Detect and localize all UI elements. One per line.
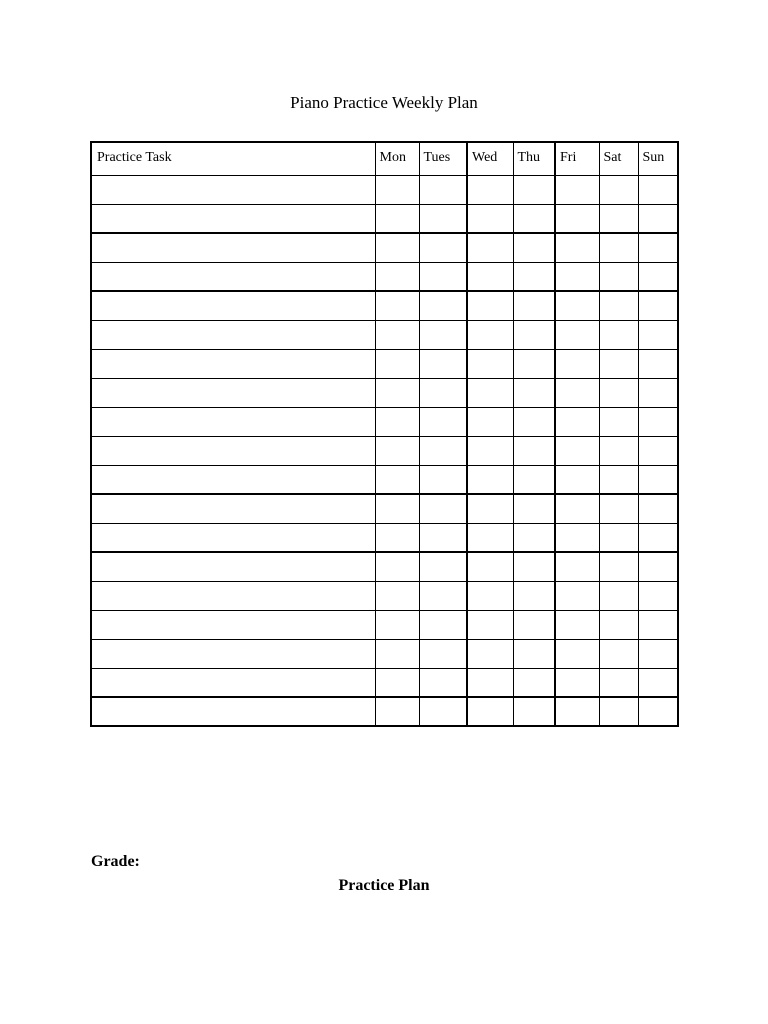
day-cell[interactable] [375, 581, 419, 610]
task-cell[interactable] [91, 523, 375, 552]
task-cell[interactable] [91, 320, 375, 349]
task-cell[interactable] [91, 610, 375, 639]
day-cell[interactable] [467, 523, 513, 552]
day-cell[interactable] [375, 668, 419, 697]
task-cell[interactable] [91, 668, 375, 697]
day-cell[interactable] [599, 581, 638, 610]
task-cell[interactable] [91, 581, 375, 610]
day-cell[interactable] [513, 668, 555, 697]
day-cell[interactable] [599, 407, 638, 436]
day-cell[interactable] [555, 175, 599, 204]
day-header-sun: Sun [638, 142, 678, 175]
day-cell[interactable] [638, 204, 678, 233]
task-cell[interactable] [91, 262, 375, 291]
day-cell[interactable] [467, 262, 513, 291]
table-row [91, 523, 678, 552]
table-row [91, 175, 678, 204]
day-cell[interactable] [555, 320, 599, 349]
day-cell[interactable] [513, 378, 555, 407]
day-cell[interactable] [513, 436, 555, 465]
day-cell[interactable] [555, 494, 599, 523]
day-cell[interactable] [638, 262, 678, 291]
day-cell[interactable] [638, 523, 678, 552]
day-cell[interactable] [467, 494, 513, 523]
day-cell[interactable] [375, 552, 419, 581]
day-cell[interactable] [513, 494, 555, 523]
day-cell[interactable] [467, 378, 513, 407]
day-cell[interactable] [599, 378, 638, 407]
day-cell[interactable] [419, 175, 467, 204]
day-cell[interactable] [375, 320, 419, 349]
day-cell[interactable] [375, 610, 419, 639]
day-cell[interactable] [513, 233, 555, 262]
day-cell[interactable] [599, 262, 638, 291]
day-cell[interactable] [555, 523, 599, 552]
day-cell[interactable] [599, 639, 638, 668]
day-cell[interactable] [555, 668, 599, 697]
day-cell[interactable] [419, 349, 467, 378]
day-cell[interactable] [419, 639, 467, 668]
day-cell[interactable] [638, 668, 678, 697]
task-cell[interactable] [91, 378, 375, 407]
day-cell[interactable] [419, 262, 467, 291]
task-cell[interactable] [91, 639, 375, 668]
day-cell[interactable] [599, 523, 638, 552]
day-cell[interactable] [419, 668, 467, 697]
day-cell[interactable] [555, 407, 599, 436]
task-cell[interactable] [91, 175, 375, 204]
table-body [91, 175, 678, 726]
day-cell[interactable] [419, 233, 467, 262]
day-header-thu: Thu [513, 142, 555, 175]
footer-title: Practice Plan [338, 877, 430, 894]
day-cell[interactable] [419, 407, 467, 436]
table-row [91, 668, 678, 697]
day-cell[interactable] [467, 436, 513, 465]
day-cell[interactable] [513, 610, 555, 639]
day-cell[interactable] [599, 552, 638, 581]
table-row [91, 581, 678, 610]
day-cell[interactable] [638, 610, 678, 639]
day-cell[interactable] [638, 697, 678, 726]
task-cell[interactable] [91, 233, 375, 262]
table-row [91, 262, 678, 291]
table-row [91, 233, 678, 262]
day-cell[interactable] [555, 262, 599, 291]
grade-label: Grade: [91, 853, 140, 870]
day-cell[interactable] [513, 349, 555, 378]
task-cell[interactable] [91, 204, 375, 233]
day-cell[interactable] [513, 523, 555, 552]
day-cell[interactable] [419, 320, 467, 349]
table-row [91, 639, 678, 668]
day-cell[interactable] [599, 349, 638, 378]
table-row [91, 291, 678, 320]
day-header-wed: Wed [467, 142, 513, 175]
day-cell[interactable] [638, 436, 678, 465]
task-cell[interactable] [91, 407, 375, 436]
day-cell[interactable] [419, 494, 467, 523]
day-cell[interactable] [599, 697, 638, 726]
practice-plan-table [90, 141, 679, 727]
day-cell[interactable] [599, 436, 638, 465]
day-cell[interactable] [513, 581, 555, 610]
day-cell[interactable] [513, 320, 555, 349]
day-cell[interactable] [419, 204, 467, 233]
task-cell[interactable] [91, 697, 375, 726]
day-cell[interactable] [467, 581, 513, 610]
task-cell[interactable] [91, 436, 375, 465]
day-cell[interactable] [638, 233, 678, 262]
day-cell[interactable] [513, 407, 555, 436]
day-cell[interactable] [555, 581, 599, 610]
day-cell[interactable] [638, 320, 678, 349]
day-header-fri: Fri [555, 142, 599, 175]
day-cell[interactable] [513, 291, 555, 320]
day-cell[interactable] [555, 204, 599, 233]
day-cell[interactable] [599, 668, 638, 697]
table-row [91, 407, 678, 436]
table-row [91, 552, 678, 581]
table-row [91, 494, 678, 523]
day-header-mon: Mon [375, 142, 419, 175]
day-cell[interactable] [467, 320, 513, 349]
day-cell[interactable] [375, 697, 419, 726]
table-row [91, 378, 678, 407]
day-cell[interactable] [375, 465, 419, 494]
day-cell[interactable] [555, 436, 599, 465]
table-row [91, 349, 678, 378]
day-cell[interactable] [467, 552, 513, 581]
document-title: Piano Practice Weekly Plan [290, 93, 478, 112]
day-cell[interactable] [513, 465, 555, 494]
day-header-sat: Sat [599, 142, 638, 175]
day-cell[interactable] [555, 378, 599, 407]
day-cell[interactable] [555, 291, 599, 320]
day-cell[interactable] [599, 610, 638, 639]
day-cell[interactable] [555, 465, 599, 494]
day-cell[interactable] [513, 262, 555, 291]
task-cell[interactable] [91, 552, 375, 581]
day-cell[interactable] [467, 610, 513, 639]
day-cell[interactable] [375, 523, 419, 552]
day-cell[interactable] [638, 407, 678, 436]
day-cell[interactable] [419, 523, 467, 552]
table-row [91, 465, 678, 494]
day-cell[interactable] [513, 175, 555, 204]
day-cell[interactable] [375, 436, 419, 465]
day-cell[interactable] [467, 407, 513, 436]
day-cell[interactable] [467, 639, 513, 668]
day-cell[interactable] [467, 291, 513, 320]
day-cell[interactable] [555, 233, 599, 262]
day-cell[interactable] [555, 349, 599, 378]
day-header-tues: Tues [419, 142, 467, 175]
day-cell[interactable] [375, 262, 419, 291]
table-header-row [91, 142, 678, 175]
day-cell[interactable] [599, 175, 638, 204]
day-cell[interactable] [467, 175, 513, 204]
task-column-header: Practice Task [91, 142, 375, 175]
day-cell[interactable] [513, 552, 555, 581]
day-cell[interactable] [638, 378, 678, 407]
day-cell[interactable] [419, 581, 467, 610]
day-cell[interactable] [375, 291, 419, 320]
day-cell[interactable] [599, 291, 638, 320]
day-cell[interactable] [375, 349, 419, 378]
day-cell[interactable] [555, 697, 599, 726]
day-cell[interactable] [375, 494, 419, 523]
table-row [91, 204, 678, 233]
table-row [91, 320, 678, 349]
day-cell[interactable] [638, 639, 678, 668]
day-cell[interactable] [638, 581, 678, 610]
day-cell[interactable] [513, 697, 555, 726]
day-cell[interactable] [638, 349, 678, 378]
day-cell[interactable] [419, 436, 467, 465]
day-cell[interactable] [467, 697, 513, 726]
table-row [91, 610, 678, 639]
day-cell[interactable] [375, 407, 419, 436]
day-cell[interactable] [375, 233, 419, 262]
day-cell[interactable] [467, 668, 513, 697]
day-cell[interactable] [375, 204, 419, 233]
day-cell[interactable] [467, 204, 513, 233]
day-cell[interactable] [375, 639, 419, 668]
day-cell[interactable] [513, 204, 555, 233]
day-cell[interactable] [555, 610, 599, 639]
table-row [91, 436, 678, 465]
day-cell[interactable] [599, 320, 638, 349]
day-cell[interactable] [419, 697, 467, 726]
day-cell[interactable] [375, 378, 419, 407]
day-cell[interactable] [419, 465, 467, 494]
day-cell[interactable] [638, 465, 678, 494]
day-cell[interactable] [467, 233, 513, 262]
day-cell[interactable] [375, 175, 419, 204]
day-cell[interactable] [419, 291, 467, 320]
day-cell[interactable] [638, 291, 678, 320]
day-cell[interactable] [555, 639, 599, 668]
day-cell[interactable] [419, 378, 467, 407]
day-cell[interactable] [419, 610, 467, 639]
day-cell[interactable] [513, 639, 555, 668]
table-row [91, 697, 678, 726]
day-cell[interactable] [638, 175, 678, 204]
day-cell[interactable] [638, 552, 678, 581]
task-cell[interactable] [91, 349, 375, 378]
day-cell[interactable] [599, 494, 638, 523]
task-cell[interactable] [91, 465, 375, 494]
day-cell[interactable] [638, 494, 678, 523]
day-cell[interactable] [555, 552, 599, 581]
day-cell[interactable] [599, 233, 638, 262]
day-cell[interactable] [599, 204, 638, 233]
task-cell[interactable] [91, 494, 375, 523]
day-cell[interactable] [419, 552, 467, 581]
day-cell[interactable] [599, 465, 638, 494]
day-cell[interactable] [467, 465, 513, 494]
task-cell[interactable] [91, 291, 375, 320]
day-cell[interactable] [467, 349, 513, 378]
